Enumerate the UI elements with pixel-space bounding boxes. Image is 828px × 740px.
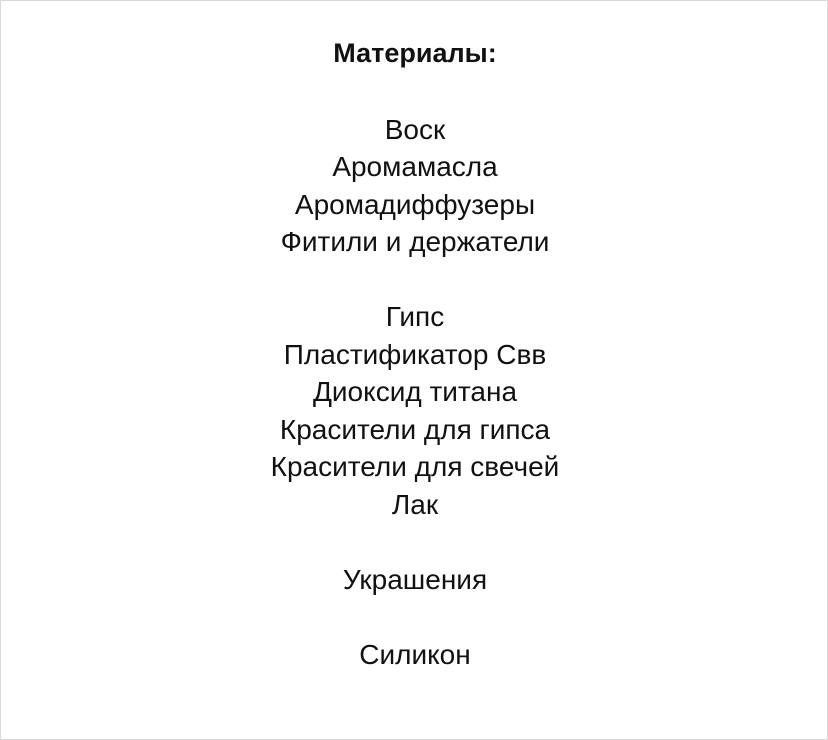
page-title: Материалы: — [333, 38, 497, 68]
list-item: Лак — [391, 488, 439, 520]
list-item: Силикон — [359, 638, 471, 670]
list-item: Гипс — [385, 301, 445, 332]
materials-list — [1, 33, 828, 673]
list-item: Красители для свечей — [270, 451, 560, 482]
list-item: Красители для гипса — [279, 413, 551, 445]
spacer — [1, 73, 828, 111]
spacer — [1, 261, 828, 299]
list-item: Аромамасла — [332, 151, 498, 182]
list-item: Воск — [384, 113, 446, 145]
list-item: Украшения — [342, 563, 488, 595]
spacer — [1, 598, 828, 636]
spacer — [1, 523, 828, 561]
list-item: Фитили и держатели — [280, 226, 550, 257]
list-item: Аромадиффузеры — [294, 188, 536, 220]
list-item: Пластификатор Свв — [283, 338, 547, 370]
list-item: Диоксид титана — [312, 376, 518, 407]
